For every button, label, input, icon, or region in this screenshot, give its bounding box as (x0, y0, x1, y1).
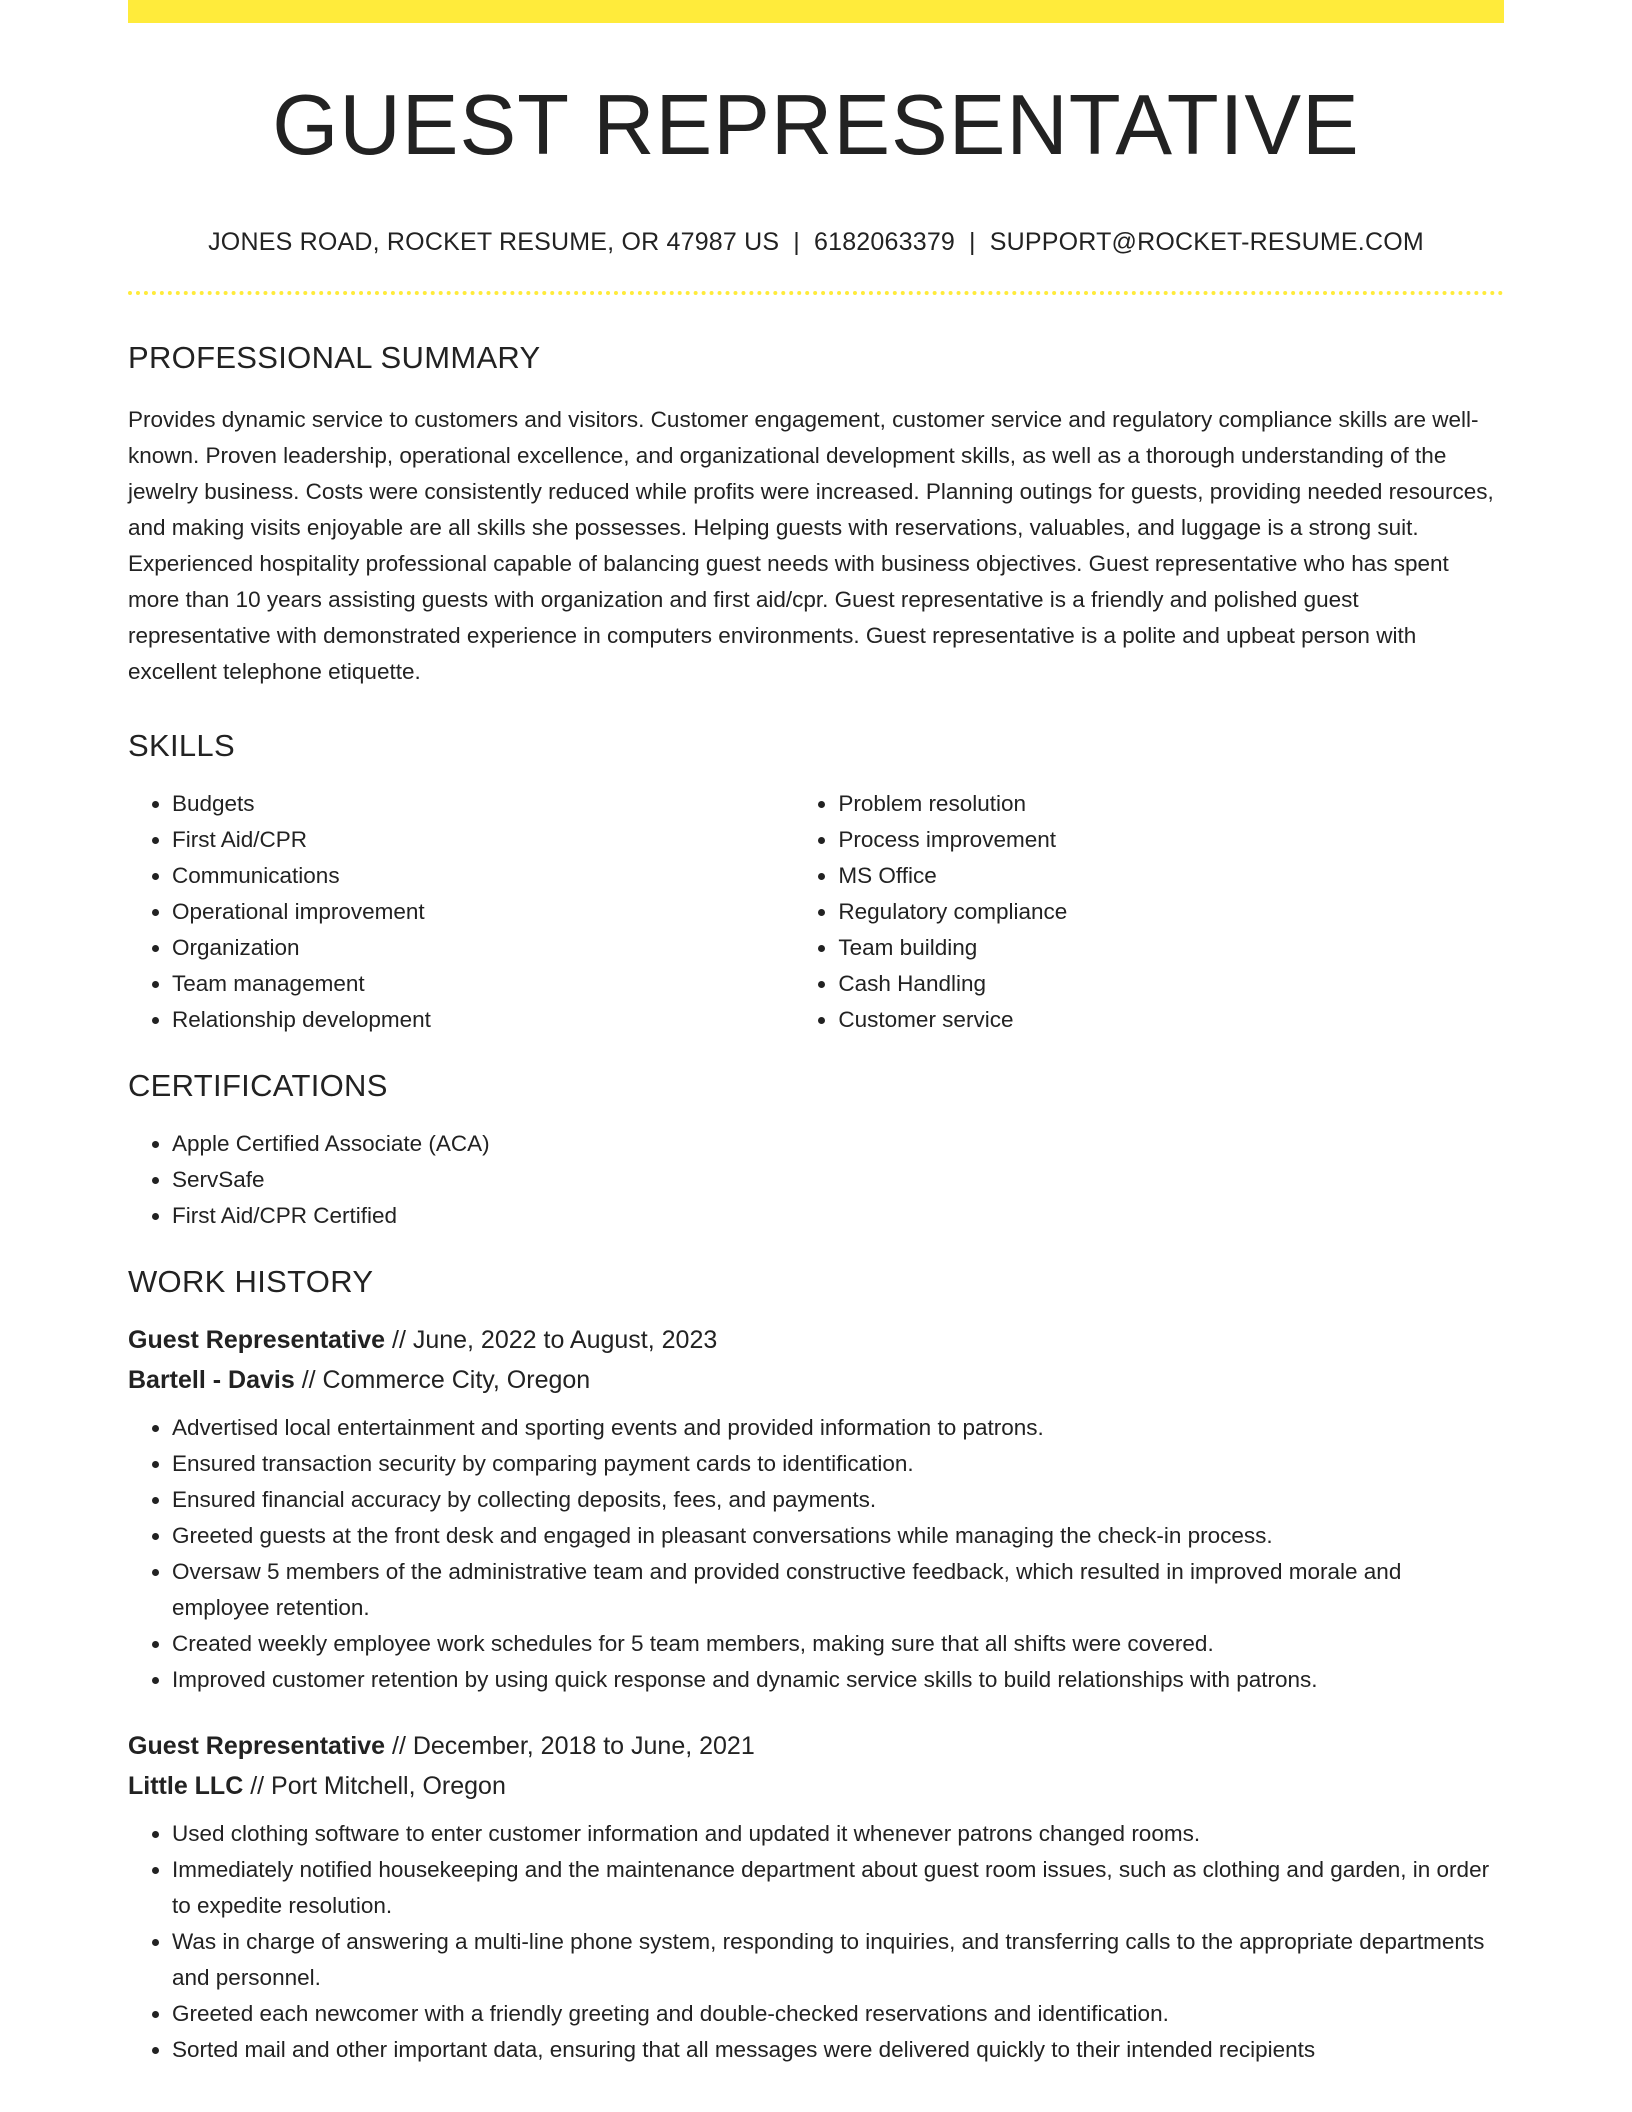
job-bullet: • Improved customer retention by using quick response and dynamic service skills to build relationships with patrons. (172, 1662, 1504, 1698)
skill-item: • Process improvement (838, 822, 1504, 858)
job-company: Bartell - Davis (128, 1366, 295, 1394)
certifications-list (128, 1126, 1504, 1234)
certification-item: • First Aid/CPR Certified (172, 1198, 1504, 1234)
job-location: // Commerce City, Oregon (294, 1366, 591, 1394)
skill-item: • Customer service (838, 1002, 1504, 1038)
skill-item: • Regulatory compliance (838, 894, 1504, 930)
job-bullet: • Advertised local entertainment and sporting events and provided information to patrons. (172, 1410, 1504, 1446)
job-dates: // December, 2018 to June, 2021 (385, 1732, 755, 1760)
job-bullet: • Created weekly employee work schedules for 5 team members, making sure that all shifts were covered. (172, 1626, 1504, 1662)
job-entry (128, 1726, 1504, 2068)
skill-item: • Budgets (172, 786, 794, 822)
candidate-name: GUEST REPRESENTATIVE (272, 78, 1360, 173)
skills-left-list (128, 786, 794, 1038)
job-bullet: • Ensured financial accuracy by collecting deposits, fees, and payments. (172, 1482, 1504, 1518)
skill-item: • MS Office (838, 858, 1504, 894)
job-bullet: • Ensured transaction security by comparing payment cards to identification. (172, 1446, 1504, 1482)
skill-item: • First Aid/CPR (172, 822, 794, 858)
job-bullet: • Was in charge of answering a multi-line phone system, responding to inquiries, and transferring calls to the appropriate departments and personnel. (172, 1924, 1504, 1996)
summary-text: Provides dynamic service to customers and visitors. Customer engagement, customer service and regulatory compliance skills are well-known. Proven leadership, operational excellence, and organizational development skills, as well as a thorough understanding of the jewelry business. Costs were consistently reduced while profits were increased. Planning outings for guests, providing needed resources, and making visits enjoyable are all skills she possesses. Helping guests with reservations, valuables, and luggage is a strong suit. Experienced hospitality professional capable of balancing guest needs with business objectives. Guest representative who has spent more than 10 years assisting guests with organization and first aid/cpr. Guest representative is a friendly and polished guest representative with demonstrated experience in computers environments. Guest representative is a polite and upbeat person with excellent telephone etiquette. (128, 407, 1494, 684)
job-company: Little LLC (128, 1772, 244, 1800)
job-company-line (128, 1766, 1504, 1806)
certification-item: • ServSafe (172, 1162, 1504, 1198)
job-entry (128, 1320, 1504, 1698)
job-location: // Port Mitchell, Oregon (243, 1772, 506, 1800)
certifications-heading: CERTIFICATIONS (128, 1068, 388, 1103)
contact-line (128, 228, 1504, 257)
contact-separator: | (969, 228, 976, 256)
skill-item: • Operational improvement (172, 894, 794, 930)
dotted-divider (128, 291, 1504, 295)
certification-item: • Apple Certified Associate (ACA) (172, 1126, 1504, 1162)
skills-columns (128, 786, 1504, 1038)
resume-page (128, 0, 1504, 2068)
skill-item: • Team management (172, 966, 794, 1002)
job-bullet: • Oversaw 5 members of the administrative team and provided constructive feedback, which resulted in improved morale and employee retention. (172, 1554, 1504, 1626)
job-bullet: • Greeted each newcomer with a friendly greeting and double-checked reservations and identification. (172, 1996, 1504, 2032)
skill-item: • Problem resolution (838, 786, 1504, 822)
summary-heading: PROFESSIONAL SUMMARY (128, 340, 541, 375)
job-title-line (128, 1726, 1504, 1766)
top-accent-bar (128, 0, 1504, 23)
contact-phone: 6182063379 (814, 228, 956, 256)
skill-item: • Relationship development (172, 1002, 794, 1038)
contact-separator: | (793, 228, 800, 256)
contact-email: SUPPORT@ROCKET-RESUME.COM (989, 228, 1424, 256)
job-bullet: • Sorted mail and other important data, ensuring that all messages were delivered quickly to their intended recipients (172, 2032, 1504, 2068)
job-role: Guest Representative (128, 1326, 386, 1354)
skill-item: • Communications (172, 858, 794, 894)
skill-item: • Team building (838, 930, 1504, 966)
job-bullet: • Immediately notified housekeeping and the maintenance department about guest room issues, such as clothing and garden, in order to expedite resolution. (172, 1852, 1504, 1924)
job-bullet-list (128, 1410, 1504, 1698)
job-bullet: • Greeted guests at the front desk and engaged in pleasant conversations while managing the check-in process. (172, 1518, 1504, 1554)
skills-heading: SKILLS (128, 728, 235, 763)
job-bullet-list (128, 1816, 1504, 2068)
work-history-heading: WORK HISTORY (128, 1264, 374, 1299)
job-role: Guest Representative (128, 1732, 386, 1760)
job-dates: // June, 2022 to August, 2023 (385, 1326, 718, 1354)
skill-item: • Cash Handling (838, 966, 1504, 1002)
job-company-line (128, 1360, 1504, 1400)
skill-item: • Organization (172, 930, 794, 966)
skills-right-list (794, 786, 1504, 1038)
contact-address: JONES ROAD, ROCKET RESUME, OR 47987 US (208, 228, 780, 256)
job-bullet: • Used clothing software to enter customer information and updated it whenever patrons changed rooms. (172, 1816, 1504, 1852)
job-title-line (128, 1320, 1504, 1360)
